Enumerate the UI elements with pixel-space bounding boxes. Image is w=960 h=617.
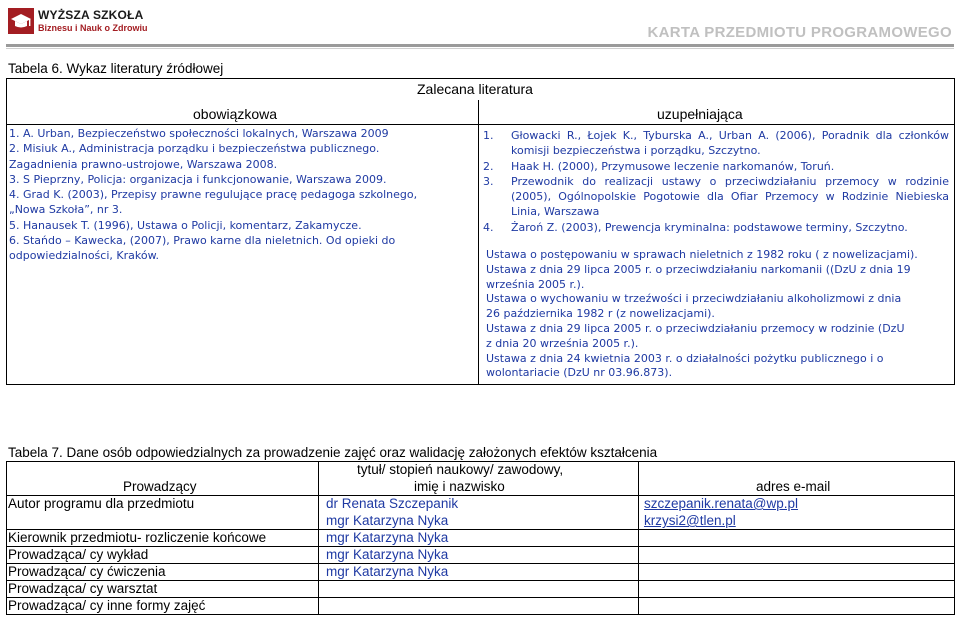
graduation-cap-icon bbox=[8, 8, 34, 34]
row-role: Autor programu dla przedmiotu bbox=[8, 496, 195, 511]
list-item: Zagadnienia prawno-ustrojowe, Warszawa 2008. bbox=[9, 157, 278, 171]
row-role: Prowadząca/ cy inne formy zajęć bbox=[8, 598, 206, 613]
legal-act-line: Ustawa z dnia 29 lipca 2005 r. o przeciwdziałaniu narkomanii ((DzU z dnia 19 bbox=[486, 262, 911, 276]
list-number: 4. bbox=[483, 220, 494, 234]
list-number: 3. bbox=[483, 174, 494, 188]
email-link[interactable]: szczepanik.renata@wp.pl bbox=[644, 496, 799, 511]
legal-act-line: Ustawa z dnia 24 kwietnia 2003 r. o działalności pożytku publicznego i o bbox=[486, 351, 884, 365]
required-literature-list bbox=[9, 126, 417, 264]
person-name: mgr Katarzyna Nyka bbox=[326, 530, 449, 545]
logo-title: WYŻSZA SZKOŁA bbox=[38, 8, 144, 22]
required-column-header: obowiązkowa bbox=[193, 106, 278, 122]
list-item: odpowiedzialności, Kraków. bbox=[9, 249, 160, 263]
list-text: Głowacki R., Łojek K., Tyburska A., Urban A. (2006), Poradnik dla członków komisji bezpieczeństwa i porządku, Szczytno. bbox=[511, 129, 949, 158]
legal-act-line: z dnia 20 września 2005 r.). bbox=[486, 336, 639, 350]
col-header-title-name: tytuł/ stopień naukowy/ zawodowy, bbox=[357, 462, 564, 477]
logo-subtitle: Biznesu i Nauk o Zdrowiu bbox=[38, 23, 148, 33]
list-item: „Nowa Szkoła”, nr 3. bbox=[9, 203, 123, 217]
list-item bbox=[483, 220, 949, 235]
document-title: KARTA PRZEDMIOTU PROGRAMOWEGO bbox=[647, 24, 952, 41]
legal-acts-list bbox=[486, 248, 946, 381]
literature-table-title: Zalecana literatura bbox=[417, 81, 533, 97]
legal-act-line: Ustawa z dnia 29 lipca 2005 r. o przeciwdziałaniu przemocy w rodzinie (DzU bbox=[486, 321, 905, 335]
list-item: 2. Misiuk A., Administracja porządku i bezpieczeństwa publicznego. bbox=[9, 142, 380, 156]
table7-caption: Tabela 7. Dane osób odpowiedzialnych za prowadzenie zajęć oraz walidację założonych efektów kształcenia bbox=[8, 445, 658, 460]
table6-caption: Tabela 6. Wykaz literatury źródłowej bbox=[8, 61, 224, 76]
list-item: 3. S Pieprzny, Policja: organizacja i funkcjonowanie, Warszawa 2009. bbox=[9, 172, 387, 186]
legal-act-line: września 2005 r.). bbox=[486, 277, 585, 291]
legal-act-line: wolontariacie (DzU nr 03.96.873). bbox=[486, 366, 673, 380]
list-number: 1. bbox=[483, 129, 494, 142]
list-item bbox=[483, 128, 949, 159]
list-item: 6. Stańdo – Kawecka, (2007), Prawo karne dla nieletnich. Od opieki do bbox=[9, 234, 396, 248]
list-item bbox=[483, 174, 949, 220]
list-text: Przewodnik do realizacji ustawy o przeciwdziałaniu przemocy w rodzinie (2005), Ogólnopolskie Pogotowie dla Ofiar Przemocy w Rodzinie Niebieska Linia, Warszawa bbox=[511, 174, 949, 219]
col-header-email: adres e-mail bbox=[756, 479, 831, 494]
row-role: Prowadząca/ cy wykład bbox=[8, 547, 149, 562]
list-text: Haak H. (2000), Przymusowe leczenie narkomanów, Toruń. bbox=[511, 159, 835, 173]
list-item: 4. Grad K. (2003), Przepisy prawne regulujące pracę pedagoga szkolnego, bbox=[9, 188, 418, 202]
person-name: mgr Katarzyna Nyka bbox=[326, 513, 449, 528]
header-rule-thin bbox=[6, 48, 954, 49]
person-name: mgr Katarzyna Nyka bbox=[326, 564, 449, 579]
legal-act-line: Ustawa o postępowaniu w sprawach nieletnich z 1982 roku ( z nowelizacjami). bbox=[486, 248, 918, 261]
col-header-title-name-2: imię i nazwisko bbox=[414, 479, 505, 494]
list-number: 2. bbox=[483, 159, 494, 173]
person-name: mgr Katarzyna Nyka bbox=[326, 547, 449, 562]
list-text: Żaroń Z. (2003), Prewencja kryminalna: podstawowe terminy, Szczytno. bbox=[511, 220, 908, 234]
col-header-teacher: Prowadzący bbox=[123, 479, 197, 494]
legal-act-line: Ustawa o wychowaniu w trzeźwości i przeciwdziałaniu alkoholizmowi z dnia bbox=[486, 292, 902, 306]
supplementary-column-header: uzupełniająca bbox=[657, 106, 743, 122]
email-link[interactable]: krzysi2@tlen.pl bbox=[644, 513, 736, 528]
row-role: Kierownik przedmiotu- rozliczenie końcowe bbox=[8, 530, 267, 545]
school-logo bbox=[8, 6, 148, 38]
row-role: Prowadząca/ cy warsztat bbox=[8, 581, 158, 596]
list-item: 1. A. Urban, Bezpieczeństwo społeczności lokalnych, Warszawa 2009 bbox=[9, 127, 389, 140]
list-item: 5. Hanausek T. (1996), Ustawa o Policji, komentarz, Zakamycze. bbox=[9, 218, 362, 232]
header-rule bbox=[6, 44, 954, 47]
legal-act-line: 26 października 1982 r (z nowelizacjami). bbox=[486, 307, 715, 321]
row-role: Prowadząca/ cy ćwiczenia bbox=[8, 564, 166, 579]
supplementary-literature-list bbox=[483, 128, 949, 235]
list-item bbox=[483, 159, 949, 174]
person-name: dr Renata Szczepanik bbox=[326, 496, 459, 511]
